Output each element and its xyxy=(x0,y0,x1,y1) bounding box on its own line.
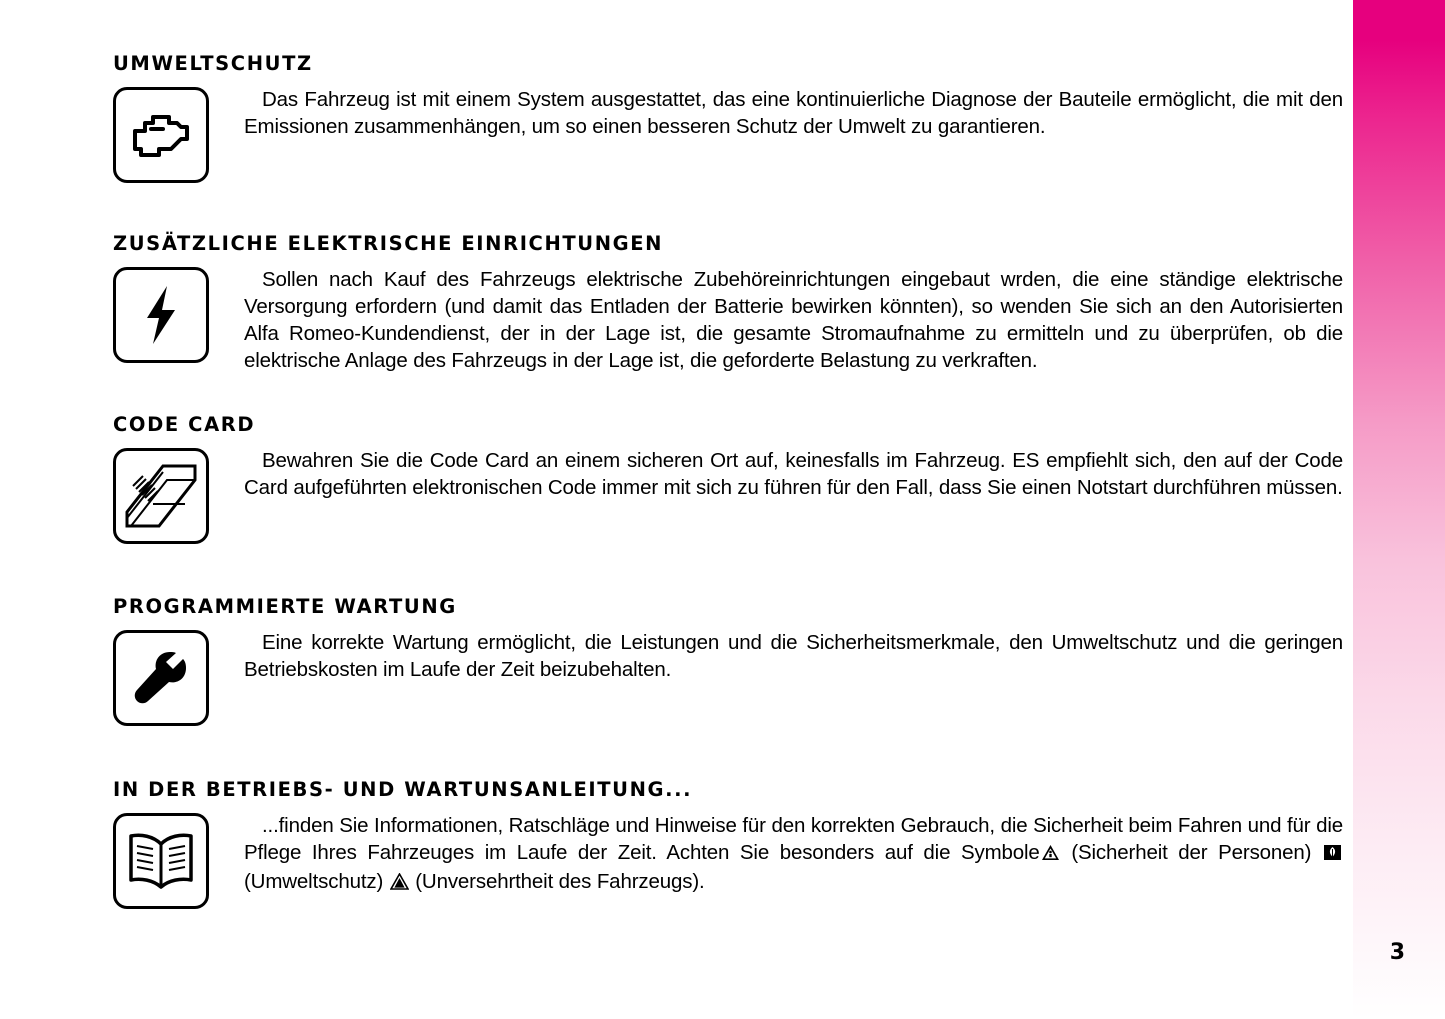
page-content xyxy=(113,0,1343,1019)
section-paragraph-part3: (Umweltschutz) xyxy=(244,869,384,893)
section-betriebs-und-wartunsanleitung xyxy=(113,778,1343,909)
section-text xyxy=(244,630,1343,684)
section-paragraph: Das Fahrzeug ist mit einem System ausgestattet, das eine kontinuierliche Diagnose der Bauteile ermöglicht, die mit den Emissionen zusammenhängen, um so einen besseren Schutz der Umwelt zu garantieren. xyxy=(244,88,1343,138)
section-title: IN DER BETRIEBS- UND WARTUNSANLEITUNG... xyxy=(113,778,693,801)
section-title: ZUSÄTZLICHE ELEKTRISCHE EINRICHTUNGEN xyxy=(113,232,664,255)
section-code-card xyxy=(113,413,1343,544)
section-body xyxy=(113,87,1343,183)
section-text xyxy=(244,267,1343,374)
section-paragraph-part1: ...finden Sie Informationen, Ratschläge und Hinweise für den korrekten Gebrauch, die Sicherheit beim Fahren und für die Pflege Ihres Fahrzeuges im Laufe der Zeit. Achten Sie besonders auf die Symbole xyxy=(244,814,1343,864)
section-paragraph: Bewahren Sie die Code Card an einem sicheren Ort auf, keinesfalls im Fahrzeug. ES empfiehlt sich, den auf der Code Card aufgeführten elektronischen Code immer mit sich zu führen für den Fall, dass Sie einen Notstart durchführen müssen. xyxy=(244,449,1343,499)
warning-triangle-person-icon xyxy=(1041,842,1060,869)
section-paragraph: Eine korrekte Wartung ermöglicht, die Leistungen und die Sicherheitsmerkmale, den Umweltschutz und die geringen Betriebskosten im Laufe der Zeit beizubehalten. xyxy=(244,631,1343,681)
wrench-icon xyxy=(113,630,209,726)
section-body xyxy=(113,448,1343,544)
section-body xyxy=(113,267,1343,374)
section-title: UMWELTSCHUTZ xyxy=(113,52,313,75)
section-umweltschutz xyxy=(113,52,1343,183)
section-text xyxy=(244,87,1343,141)
environment-leaf-icon xyxy=(1323,842,1342,869)
warning-triangle-vehicle-icon xyxy=(390,871,409,898)
code-card-icon xyxy=(113,448,209,544)
section-title: CODE CARD xyxy=(113,413,256,436)
decorative-side-stripe xyxy=(1353,0,1445,1019)
section-body xyxy=(113,813,1343,909)
section-text xyxy=(244,448,1343,502)
section-paragraph-part2: (Sicherheit der Personen) xyxy=(1071,840,1312,864)
section-zusaetzliche-elektrische-einrichtungen xyxy=(113,232,1343,374)
engine-icon xyxy=(113,87,209,183)
section-body xyxy=(113,630,1343,726)
lightning-bolt-icon xyxy=(113,267,209,363)
section-title: PROGRAMMIERTE WARTUNG xyxy=(113,595,457,618)
section-programmierte-wartung xyxy=(113,595,1343,726)
section-text xyxy=(244,813,1343,898)
page-number: 3 xyxy=(1389,940,1405,965)
open-book-icon xyxy=(113,813,209,909)
section-paragraph-part4: (Unversehrtheit des Fahrzeugs). xyxy=(415,869,705,893)
section-paragraph: Sollen nach Kauf des Fahrzeugs elektrische Zubehöreinrichtungen eingebaut wrden, die eine ständige elektrische Versorgung erfordern (und damit das Entladen der Batterie bewirken könnten), so wenden Sie sich an den Autorisierten Alfa Romeo-Kundendienst, der in der Lage ist, die gesamte Stromaufnahme zu ermitteln und zu überprüfen, ob die elektrische Anlage des Fahrzeugs in der Lage ist, die geforderte Belastung zu verkraften. xyxy=(244,268,1343,372)
